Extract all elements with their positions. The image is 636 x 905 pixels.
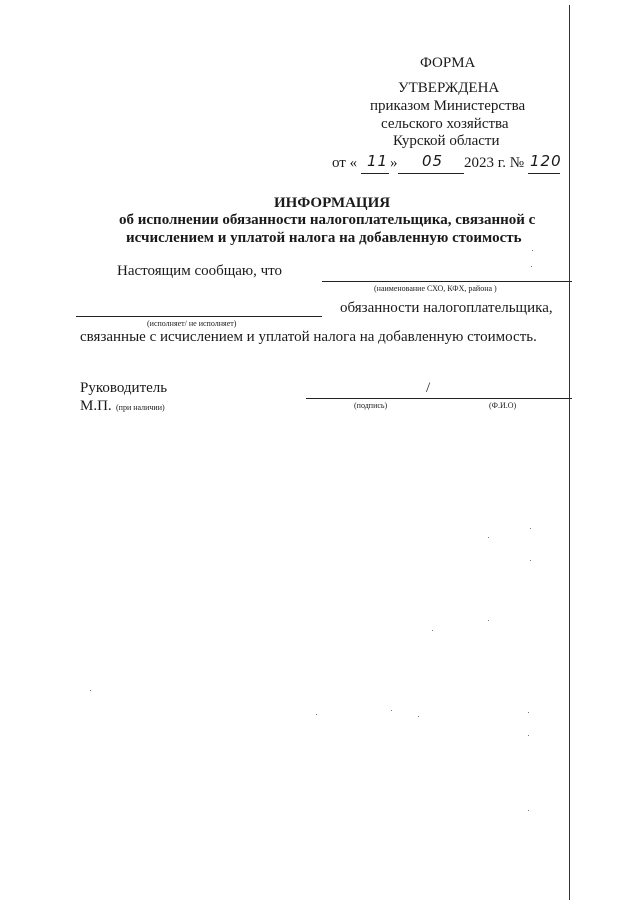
stamp-label: М.П. [80, 398, 112, 414]
intro-text: Настоящим сообщаю, что [117, 263, 283, 279]
obligations-text: обязанности налогоплательщика, [340, 300, 553, 316]
fulfils-caption: (исполняет/ не исполняет) [147, 319, 237, 328]
scan-speck [90, 690, 91, 691]
scan-speck [530, 528, 531, 529]
month-underline [398, 173, 464, 174]
scan-edge-line [569, 5, 570, 900]
scan-speck [531, 266, 532, 267]
scan-speck [528, 735, 529, 736]
scan-speck [488, 537, 489, 538]
date-day: 11 [367, 152, 389, 170]
scan-speck [418, 716, 419, 717]
approval-line-2: сельского хозяйства [381, 116, 509, 132]
scan-speck [316, 714, 317, 715]
signature-line [306, 398, 572, 399]
day-underline [361, 173, 389, 174]
form-label: ФОРМА [420, 55, 476, 71]
date-month: 05 [422, 152, 444, 170]
continuation-text: связанные с исчислением и уплатой налога на добавленную стоимость. [80, 329, 537, 345]
approval-line-1: приказом Министерства [370, 98, 526, 114]
stamp-note: (при наличии) [116, 403, 165, 412]
approved-label: УТВЕРЖДЕНА [398, 80, 500, 96]
date-prefix: от « [332, 155, 358, 171]
number-underline [528, 173, 560, 174]
order-number: 120 [530, 152, 562, 170]
date-mid: » [390, 155, 398, 171]
scan-speck [488, 620, 489, 621]
scan-speck [528, 810, 529, 811]
fio-caption: (Ф.И.О) [489, 401, 517, 410]
scan-speck [528, 712, 529, 713]
fulfils-line [76, 316, 322, 317]
document-title: ИНФОРМАЦИЯ [274, 195, 391, 211]
organization-name-caption: (наименование СХО, КФХ, района ) [374, 284, 497, 293]
date-year-and-number-label: 2023 г. № [464, 155, 525, 171]
signature-caption: (подпись) [354, 401, 388, 410]
signature-slash: / [426, 380, 431, 396]
title-line-1: об исполнении обязанности налогоплательщика, связанной с [119, 212, 536, 228]
scan-speck [391, 710, 392, 711]
scan-speck [530, 560, 531, 561]
scan-speck [432, 630, 433, 631]
title-line-2: исчислением и уплатой налога на добавленную стоимость [126, 230, 522, 246]
organization-name-line [322, 281, 572, 282]
head-label: Руководитель [80, 380, 168, 396]
scan-speck [532, 250, 533, 251]
approval-line-3: Курской области [393, 133, 500, 149]
